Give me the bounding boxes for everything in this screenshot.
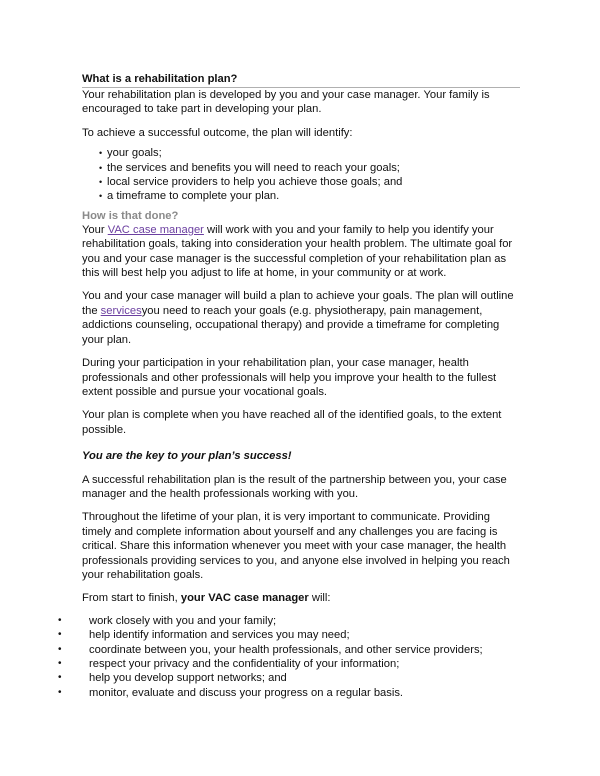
services-link[interactable]: services: [100, 304, 142, 317]
page-title: What is a rehabilitation plan?: [82, 73, 238, 85]
goals-list: [82, 146, 522, 204]
list-item: • work closely with you and your family;: [56, 614, 522, 628]
vac-case-manager-bold: your VAC case manager: [180, 592, 309, 605]
list-item: • local service providers to help you achieve those goals; and: [101, 175, 522, 189]
list-item: • respect your privacy and the confidentiality of your information;: [56, 657, 522, 671]
list-item: • a timeframe to complete your plan.: [101, 189, 522, 203]
identify-lead-paragraph: To achieve a successful outcome, the plan will identify:: [82, 126, 353, 139]
participation-paragraph: During your participation in your rehabilitation plan, your case manager, health professionals and other professionals will help you improve your health to the fullest extent possible and pursue your vocational goals.: [82, 357, 497, 398]
paragraph-text: Your: [82, 223, 108, 236]
vac-case-manager-link[interactable]: VAC case manager: [107, 223, 204, 236]
paragraph-text: will:: [308, 592, 331, 605]
paragraph-text: you need to reach your goals (e.g. physiotherapy, pain management, addictions counseling, occupational therapy) and provide a timeframe for completing your plan.: [82, 304, 500, 346]
duties-list: [56, 614, 522, 700]
case-manager-paragraph: [82, 223, 522, 281]
intro-paragraph: Your rehabilitation plan is developed by you and your case manager. Your family is encouraged to take part in developing your plan.: [82, 89, 490, 116]
paragraph-text: You and your case manager will build a plan to achieve your goals. The plan will outline the: [82, 290, 514, 317]
list-item: • monitor, evaluate and discuss your progress on a regular basis.: [56, 686, 522, 700]
paragraph-text: will work with you and your family to help you identify your rehabilitation goals, taking into consideration your health problem. The ultimate goal for you and your case manager is the successful completion of your rehabilitation plan as this will best help you adjust to life at home, in your community or at work.: [82, 223, 513, 280]
document-body: [82, 72, 522, 700]
start-to-finish-paragraph: [82, 591, 522, 605]
key-heading: You are the key to your plan’s success!: [82, 450, 292, 463]
completion-paragraph: Your plan is complete when you have reached all of the identified goals, to the extent possible.: [82, 409, 502, 436]
build-plan-paragraph: [82, 289, 522, 347]
communication-paragraph: Throughout the lifetime of your plan, it is very important to communicate. Providing timely and complete information about yourself and any challenges you are facing is critical. Share this information whenever you meet with your case manager, the health professionals providing services to you, and anyone else involved in helping you reach your rehabilitation goals.: [82, 511, 510, 581]
list-item: • help identify information and services you may need;: [56, 628, 522, 642]
partnership-paragraph: A successful rehabilitation plan is the result of the partnership between you, your case manager and the health professionals working with you.: [82, 473, 507, 500]
list-item: • your goals;: [101, 146, 522, 160]
list-item: • the services and benefits you will need to reach your goals;: [101, 161, 522, 175]
section-subheading: How is that done?: [82, 209, 179, 222]
list-item: • coordinate between you, your health professionals, and other service providers;: [56, 643, 522, 657]
list-item: • help you develop support networks; and: [56, 671, 522, 685]
paragraph-text: From start to finish,: [82, 592, 181, 605]
